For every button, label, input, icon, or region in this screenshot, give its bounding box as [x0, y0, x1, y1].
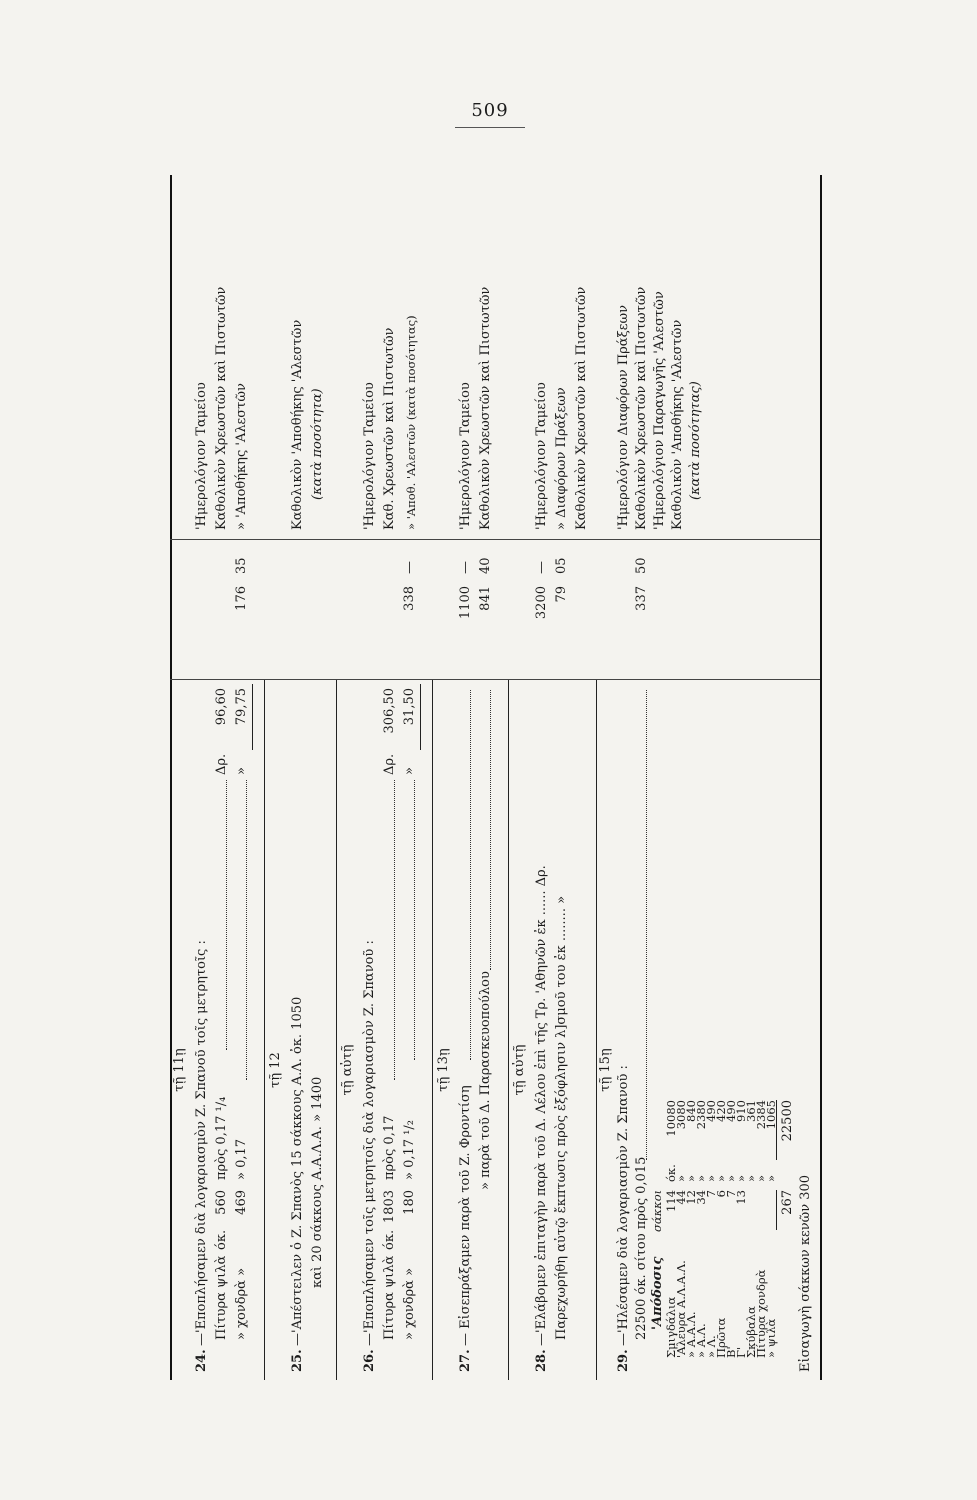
entry-text: —'Ηλέσαμεν διὰ λογαριασμὸν Ζ. Σπανοῦ :	[616, 1065, 631, 1346]
product-unit: »	[704, 1174, 718, 1182]
entry-total: 176	[234, 586, 249, 611]
entry-text-continued: 22500 όκ. σίτου πρὸς 0,015	[634, 1156, 649, 1340]
subsection-heading: 'Απόδοσις	[650, 1256, 665, 1330]
entry-text-continued: Παρεχωρήθη αὐτῷ ἔκπτωσις πρὸς ἐξόφλησιν λ]σμοῦ του ἐκ ........ »	[554, 895, 569, 1340]
line-qty: 180	[402, 1190, 417, 1215]
product-okes: 490	[704, 1100, 718, 1122]
entry-amount-cents: 40	[478, 557, 493, 574]
product-sacks: 12	[684, 1190, 698, 1205]
product-unit: »	[754, 1174, 768, 1182]
ledger-table	[140, 175, 850, 1380]
entry-amount: 1100	[458, 586, 473, 620]
column-divider	[170, 679, 820, 680]
account-line: Καθολικὸν 'Αποθήκης 'Αλεστῶν	[670, 319, 685, 530]
leader-dots	[646, 690, 647, 1160]
product-unit: »	[764, 1174, 778, 1182]
line-qty: 560	[214, 1190, 229, 1215]
entry-total: 337	[634, 586, 649, 611]
entry-amount-cents: —	[534, 561, 549, 574]
account-line: Καθολικὸν 'Αποθήκης 'Αλεστῶν	[290, 319, 305, 530]
line-rate: πρὸς 0,17 ¹/₄	[214, 1096, 229, 1180]
product-sacks: 34	[694, 1190, 708, 1205]
entry-rule	[336, 680, 337, 1380]
entry-rule	[264, 680, 265, 1380]
product-unit: »	[694, 1174, 708, 1182]
entry-amount: 79	[554, 586, 569, 603]
entry-rule	[432, 680, 433, 1380]
account-line: 'Ημερολόγιον Ταμείου	[194, 382, 209, 530]
account-line: Καθ. Χρεωστῶν καὶ Πιστωτῶν	[382, 327, 397, 530]
sum-rule	[776, 1100, 777, 1160]
account-line: » 'Αποθ. 'Αλεστῶν (κατὰ ποσότητας)	[404, 315, 418, 530]
account-line: Καθολικὸν Χρεωστῶν καὶ Πιστωτῶν	[634, 286, 649, 530]
product-unit: »	[714, 1174, 728, 1182]
line-currency: Δρ.	[382, 753, 397, 775]
entry-date: τῇ 12	[268, 1052, 283, 1088]
entry-total-cents: 35	[234, 557, 249, 574]
line-unit: όκ.	[214, 1229, 229, 1250]
line-amount: 96,60	[214, 688, 229, 726]
product-name: » ψιλὰ	[764, 1318, 778, 1358]
sum-rule	[776, 1190, 777, 1230]
account-line: (κατὰ ποσότητα)	[310, 388, 325, 500]
account-line: Καθολικὸν Χρεωστῶν καὶ Πιστωτῶν	[478, 286, 493, 530]
entry-amount: 3200	[534, 586, 549, 620]
product-okes: 10080	[664, 1100, 678, 1137]
product-unit: »	[684, 1174, 698, 1182]
column-heading-sacks: σάκκοι	[650, 1189, 664, 1232]
product-name: » Α.Α.Λ.	[684, 1311, 698, 1358]
line-label: » χονδρὰ »	[234, 1267, 249, 1340]
line-currency: »	[402, 767, 417, 775]
leader-dots	[246, 780, 247, 1080]
product-unit: όκ.	[664, 1164, 678, 1182]
entry-date: τῇ 11ῃ	[172, 1048, 187, 1092]
account-line: » Διαφόρων Πράξεων	[554, 387, 569, 530]
account-line: 'Ημερολόγιον Παραγωγῆς 'Αλεστῶν	[652, 291, 667, 530]
entry-text: —'Εποπλήσαμεν τοῖς μετρητοῖς διὰ λογαριασμὸν Ζ. Σπανοῦ :	[362, 940, 377, 1346]
line-amount: 31,50	[402, 688, 417, 726]
product-okes: 490	[724, 1100, 738, 1122]
line-rate: πρὸς 0,17	[382, 1115, 397, 1180]
account-line: Καθολικὸν Χρεωστῶν καὶ Πιστωτῶν	[574, 286, 589, 530]
line-qty: 469	[234, 1190, 249, 1215]
line-qty: 1803	[382, 1190, 397, 1224]
product-sacks: 6	[714, 1190, 728, 1198]
account-line: 'Ημερολόγιον Διαφόρων Πράξεων	[616, 305, 631, 530]
product-name: Β'	[724, 1346, 738, 1358]
entry-text-continued: καὶ 20 σάκκους Α.Α.Λ.Α. » 1400	[310, 1076, 325, 1288]
entry-amount-cents: —	[458, 561, 473, 574]
product-name: Πρῶτα	[714, 1317, 728, 1358]
entry-number: 27.	[458, 1349, 473, 1372]
product-name: Σκύβαλα	[744, 1306, 758, 1358]
entry-text: —'Απέστειλεν ὁ Ζ. Σπανὸς 15 σάκκους Α.Λ. ὀκ. 1050	[290, 996, 305, 1346]
entry-total-cents: —	[402, 561, 417, 574]
entry-number: 26.	[362, 1349, 377, 1372]
entry-date: τῇ αὐτῇ	[512, 1044, 527, 1096]
entry-note: Εἰσαγωγὴ σάκκων κενῶν 300	[798, 1174, 813, 1372]
account-line: Καθολικὸν Χρεωστῶν καὶ Πιστωτῶν	[214, 286, 229, 530]
bottom-rule	[820, 175, 822, 1380]
entry-number: 28.	[534, 1349, 549, 1372]
product-okes: 3080	[674, 1100, 688, 1130]
line-rate: » 0,17	[234, 1138, 249, 1180]
product-okes: 2384	[754, 1100, 768, 1130]
line-currency: Δρ.	[214, 753, 229, 775]
product-unit: »	[674, 1174, 688, 1182]
leader-dots	[394, 780, 395, 1080]
okes-total: 22500	[780, 1100, 795, 1142]
product-okes: 840	[684, 1100, 698, 1122]
product-sacks: 44	[674, 1190, 688, 1205]
product-okes: 1065	[764, 1100, 778, 1130]
entry-total: 338	[402, 586, 417, 611]
entry-text: — Εἰσεπράξαμεν παρὰ τοῦ Ζ. Φροντίση	[458, 1085, 473, 1346]
entry-amount-cents: 05	[554, 557, 569, 574]
entry-number: 25.	[290, 1349, 305, 1372]
account-line: » 'Αποθήκης 'Αλεστῶν	[234, 383, 249, 530]
line-label: » χονδρὰ »	[402, 1267, 417, 1340]
entry-rule	[508, 680, 509, 1380]
product-name: Σμιγδάλια	[664, 1296, 678, 1358]
line-label: Πίτυρα ψιλὰ	[382, 1255, 397, 1340]
line-amount: 79,75	[234, 688, 249, 726]
product-name: 'Αλευρα Α.Λ.Α.Λ.	[674, 1260, 688, 1358]
entry-number: 24.	[194, 1349, 209, 1372]
product-name: Γ'	[734, 1346, 748, 1358]
entry-date: τῇ 15ῃ	[598, 1048, 613, 1092]
page-number: 509	[455, 100, 525, 128]
account-line: 'Ημερολόγιον Ταμείου	[362, 382, 377, 530]
line-unit: όκ.	[382, 1229, 397, 1250]
sum-rule	[252, 684, 253, 750]
product-unit: »	[724, 1174, 738, 1182]
column-divider	[170, 539, 820, 540]
leader-dots	[470, 690, 471, 1060]
product-okes: 361	[744, 1100, 758, 1122]
product-sacks: 114	[664, 1190, 678, 1212]
entry-date: τῇ 13ῃ	[436, 1048, 451, 1092]
entry-amount: 841	[478, 586, 493, 611]
entry-text: —'Εποπλήσαμεν διὰ λογαριασμὸν Ζ. Σπανοῦ τοῖς μετρητοῖς :	[194, 940, 209, 1346]
account-line: 'Ημερολόγιον Ταμείου	[458, 382, 473, 530]
line-amount: 306,50	[382, 688, 397, 734]
leader-dots	[414, 780, 415, 1060]
product-name: » Α.Λ.	[694, 1323, 708, 1358]
sum-rule	[420, 684, 421, 750]
product-sacks: 7	[704, 1190, 718, 1198]
product-name: » Λ.	[704, 1335, 718, 1358]
product-unit: »	[734, 1174, 748, 1182]
sacks-total: 267	[780, 1190, 795, 1215]
leader-dots	[490, 690, 491, 970]
product-okes: 420	[714, 1100, 728, 1122]
product-okes: 2380	[694, 1100, 708, 1130]
entry-total-cents: 50	[634, 557, 649, 574]
leader-dots	[226, 780, 227, 1050]
product-okes: 910	[734, 1100, 748, 1122]
product-unit: »	[744, 1174, 758, 1182]
entry-text-continued: » παρὰ τοῦ Δ. Παρασκευοπούλου	[478, 971, 493, 1190]
line-rate: » 0,17 ¹/₂	[402, 1120, 417, 1180]
line-label: Πίτυρα ψιλὰ	[214, 1255, 229, 1340]
product-sacks: 7	[724, 1190, 738, 1198]
entry-number: 29.	[616, 1349, 631, 1372]
account-line: (κατὰ ποσότητας)	[688, 381, 703, 500]
product-name: Πίτυρα χονδρὰ	[754, 1269, 768, 1358]
product-sacks: 13	[734, 1190, 748, 1205]
line-currency: »	[234, 767, 249, 775]
account-line: 'Ημερολόγιον Ταμείου	[534, 382, 549, 530]
entry-date: τῇ αὐτῇ	[340, 1044, 355, 1096]
entry-text: —'Ελάβομεν ἐπιταγὴν παρὰ τοῦ Δ. Λέλου ἐπὶ τῆς Τρ. 'Αθηνῶν ἐκ ...... Δρ.	[534, 865, 549, 1346]
